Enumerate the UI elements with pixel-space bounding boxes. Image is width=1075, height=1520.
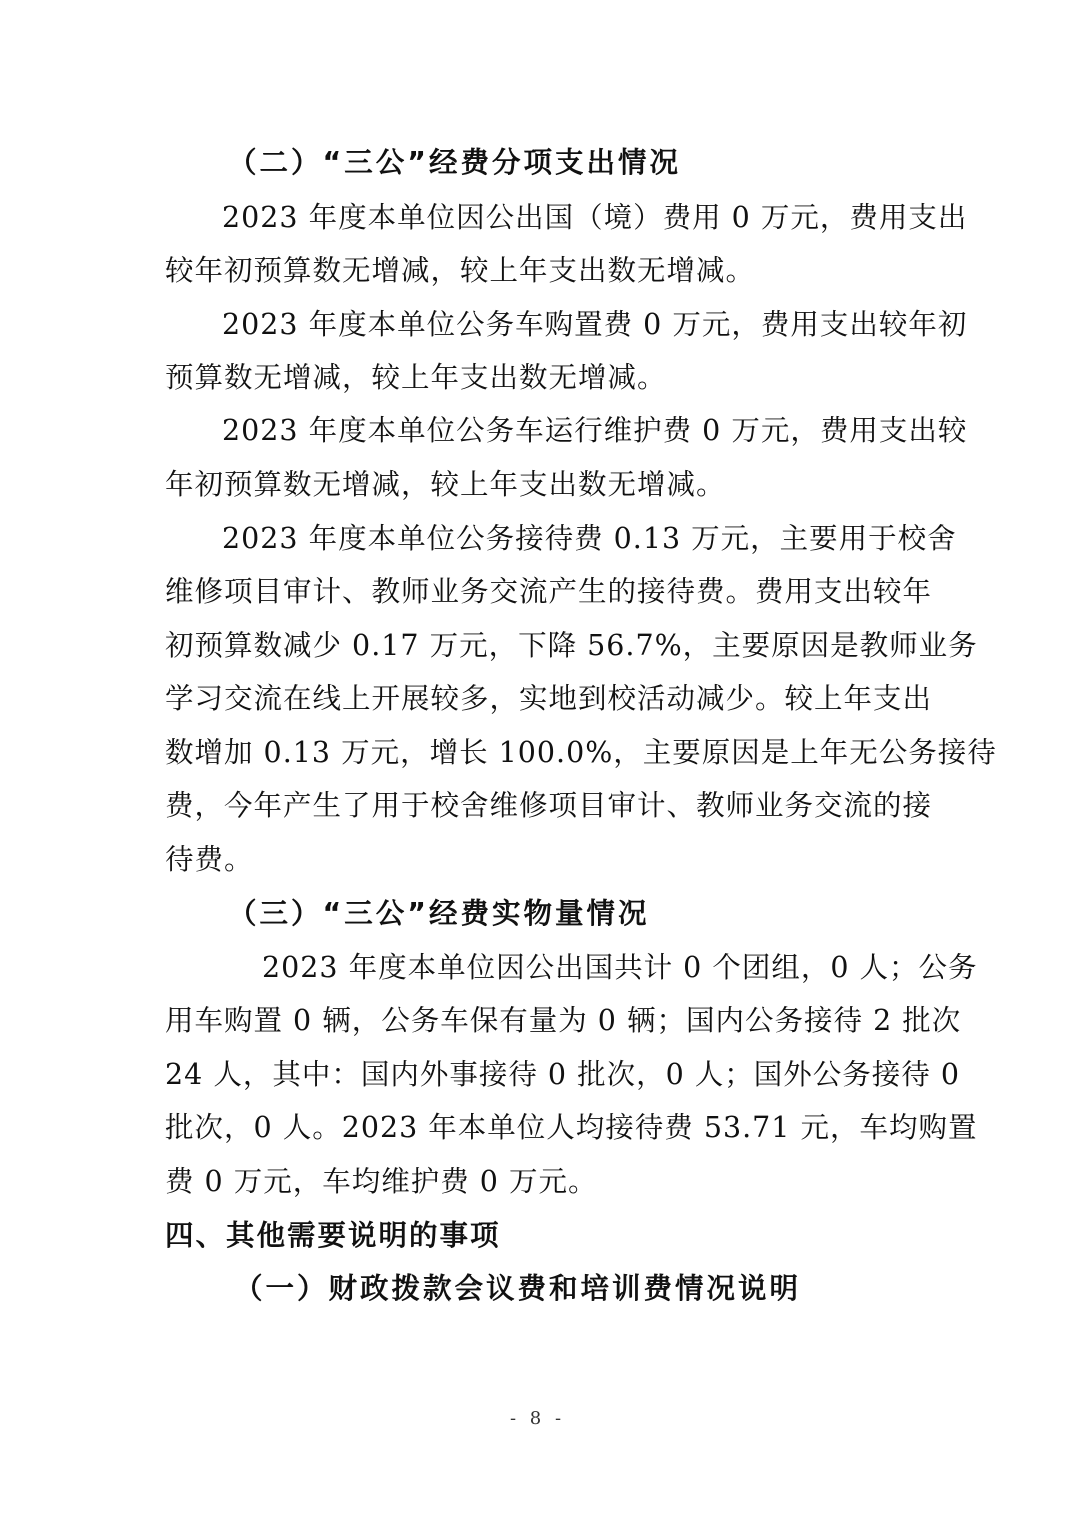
section-heading-2: （二）“三公”经费分项支出情况 [228,146,681,179]
section-heading-3: （三）“三公”经费实物量情况 [228,897,650,930]
paragraph-line: 数增加 0.13 万元，增长 100.0%，主要原因是上年无公务接待 [165,736,997,769]
paragraph-line: 待费。 [165,843,254,876]
paragraph-line: 2023 年度本单位公务车购置费 0 万元，费用支出较年初 [222,308,968,341]
paragraph-line: 费 0 万元，车均维护费 0 万元。 [165,1165,598,1198]
paragraph-line: 2023 年度本单位因公出国（境）费用 0 万元，费用支出 [222,201,968,234]
paragraph-line: 学习交流在线上开展较多，实地到校活动减少。较上年支出 [165,682,933,715]
paragraph-line: 维修项目审计、教师业务交流产生的接待费。费用支出较年 [165,575,933,608]
paragraph-line: 2023 年度本单位公务车运行维护费 0 万元，费用支出较 [222,414,968,447]
paragraph-line: 2023 年度本单位因公出国共计 0 个团组，0 人；公务 [262,951,978,984]
paragraph-line: 用车购置 0 辆，公务车保有量为 0 辆；国内公务接待 2 批次 [165,1004,962,1037]
chapter-heading-4: 四、其他需要说明的事项 [165,1219,501,1252]
paragraph-line: 费，今年产生了用于校舍维修项目审计、教师业务交流的接 [165,789,933,822]
paragraph-line: 预算数无增减，较上年支出数无增减。 [165,361,667,394]
paragraph-line: 较年初预算数无增减，较上年支出数无增减。 [165,254,756,287]
section-heading-1: （一）财政拨款会议费和培训费情况说明 [234,1272,802,1305]
paragraph-line: 24 人，其中：国内外事接待 0 批次，0 人；国外公务接待 0 [165,1058,960,1091]
paragraph-line: 年初预算数无增减，较上年支出数无增减。 [165,468,726,501]
page-number: - 8 - [509,1408,566,1429]
paragraph-line: 初预算数减少 0.17 万元，下降 56.7%，主要原因是教师业务 [165,629,978,662]
paragraph-line: 批次，0 人。2023 年本单位人均接待费 53.71 元，车均购置 [165,1111,978,1144]
paragraph-line: 2023 年度本单位公务接待费 0.13 万元，主要用于校舍 [222,522,957,555]
